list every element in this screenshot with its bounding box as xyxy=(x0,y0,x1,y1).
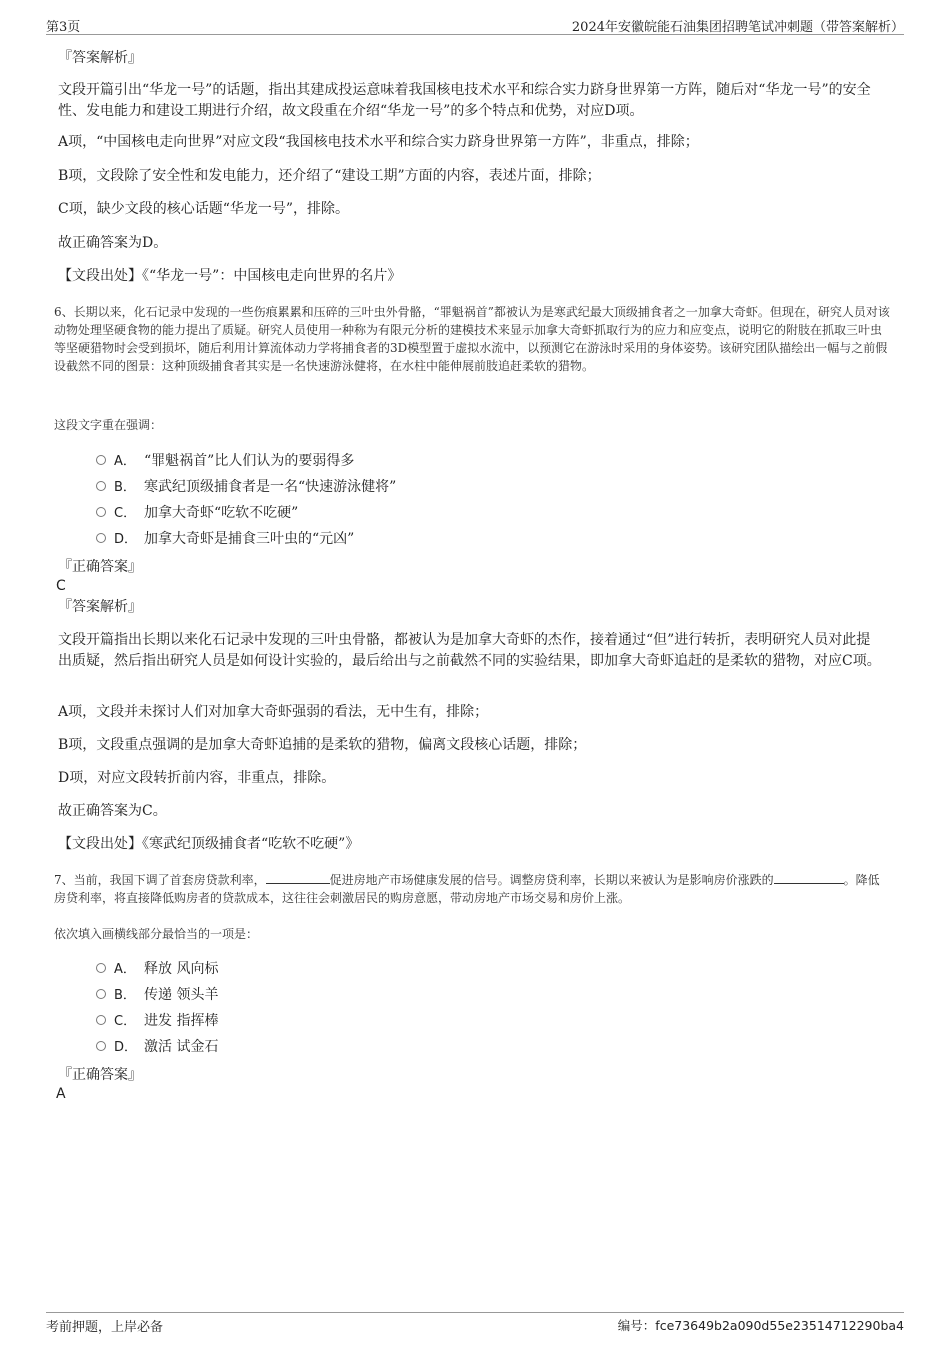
q6-option-c[interactable] xyxy=(96,503,298,523)
radio-icon[interactable] xyxy=(96,989,106,999)
q5-point-b: B项，文段除了安全性和发电能力，还介绍了“建设工期”方面的内容，表述片面，排除； xyxy=(58,168,601,184)
q6-point-a: A项，文段并未探讨人们对加拿大奇虾强弱的看法，无中生有，排除； xyxy=(58,704,489,720)
q5-conclusion: 故正确答案为D。 xyxy=(58,235,168,251)
radio-icon[interactable] xyxy=(96,533,106,543)
q6-option-a[interactable] xyxy=(96,451,354,471)
option-text: 寒武纪顶级捕食者是一名“快速游泳健将” xyxy=(144,479,397,495)
option-letter: B． xyxy=(114,988,136,1003)
page-number: 第3页 xyxy=(46,20,81,35)
option-letter: D． xyxy=(114,1040,138,1055)
radio-icon[interactable] xyxy=(96,455,106,465)
option-text: 释放 风向标 xyxy=(144,961,219,977)
q6-prompt: 这段文字重在强调： xyxy=(54,418,163,432)
q7-stem xyxy=(54,871,890,907)
q6-point-d: D项，对应文段转折前内容，非重点，排除。 xyxy=(58,770,336,786)
q7-answer-label: 『正确答案』 xyxy=(58,1067,142,1083)
option-letter: B． xyxy=(114,480,136,495)
q5-source: 【文段出处】《“华龙一号”：中国核电走向世界的名片》 xyxy=(58,268,402,284)
document-code: 编号：fce73649b2a090d55e23514712290ba4 xyxy=(617,1318,904,1333)
q5-point-a: A项，“中国核电走向世界”对应文段“我国核电技术水平和综合实力跻身世界第一方阵”，非重点，排除； xyxy=(58,134,699,150)
q7-stem-part3: 。降低房贷利率，将直接降低购房者的贷款成本，这往往会刺激居民的购房意愿，带动房地产市场交易和房价上涨。 xyxy=(54,873,880,905)
q7-answer: A xyxy=(56,1086,66,1102)
q6-answer-label: 『正确答案』 xyxy=(58,559,142,575)
q6-stem: 6、长期以来，化石记录中发现的一些伤痕累累和压碎的三叶虫外骨骼，“罪魁祸首”都被认为是寒武纪最大顶级捕食者之一加拿大奇虾。但现在，研究人员对该动物处理坚硬食物的能力提出了质疑。研究人员使用一种称为有限元分析的建模技术来显示加拿大奇虾抓取行为的应力和应变点，说明它的附肢在抓取三叶虫等坚硬猎物时会受到损坏，随后利用计算流体动力学将捕食者的3D模型置于虚拟水流中，以预测它在游泳时采用的身体姿势。该研究团队描绘出一幅与之前假设截然不同的图景：这种顶级捕食者其实是一名快速游泳健将，在水柱中能伸展前肢追赶柔软的猎物。 xyxy=(54,305,890,373)
option-text: 加拿大奇虾是捕食三叶虫的“元凶” xyxy=(144,531,355,547)
radio-icon[interactable] xyxy=(96,963,106,973)
option-letter: A． xyxy=(114,454,136,469)
q7-option-a[interactable] xyxy=(96,959,218,979)
option-text: 激活 试金石 xyxy=(144,1039,219,1055)
q7-stem-part2: 促进房地产市场健康发展的信号。调整房贷利率，长期以来被认为是影响房价涨跌的 xyxy=(329,873,774,887)
q6-conclusion: 故正确答案为C。 xyxy=(58,803,167,819)
q5-analysis-text: 文段开篇引出“华龙一号”的话题，指出其建成投运意味着我国核电技术水平和综合实力跻身世界第一方阵，随后对“华龙一号”的安全性、发电能力和建设工期进行介绍，故文段重在介绍“华龙一号”的多个特点和优势，对应D项。 xyxy=(58,82,871,119)
page-footer xyxy=(46,1312,904,1335)
q5-analysis-label: 『答案解析』 xyxy=(58,50,142,66)
q7-option-b[interactable] xyxy=(96,985,218,1005)
q6-analysis-text: 文段开篇指出长期以来化石记录中发现的三叶虫骨骼，都被认为是加拿大奇虾的杰作，接着通过“但”进行转折，表明研究人员对此提出质疑，然后指出研究人员是如何设计实验的，最后给出与之前截然不同的实验结果，即加拿大奇虾追赶的是柔软的猎物，对应C项。 xyxy=(58,632,881,669)
option-text: 进发 指挥棒 xyxy=(144,1013,219,1029)
q6-analysis-label: 『答案解析』 xyxy=(58,599,142,615)
page-header xyxy=(46,14,904,35)
radio-icon[interactable] xyxy=(96,1015,106,1025)
option-letter: A． xyxy=(114,962,136,977)
option-text: 加拿大奇虾“吃软不吃硬” xyxy=(144,505,299,521)
radio-icon[interactable] xyxy=(96,1041,106,1051)
q7-prompt: 依次填入画横线部分最恰当的一项是： xyxy=(54,927,259,941)
q6-option-b[interactable] xyxy=(96,477,396,497)
footer-slogan: 考前押题，上岸必备 xyxy=(46,1320,164,1335)
option-letter: C． xyxy=(114,506,137,521)
radio-icon[interactable] xyxy=(96,507,106,517)
q7-option-c[interactable] xyxy=(96,1011,218,1031)
q7-blank-2 xyxy=(774,871,844,884)
q7-stem-part1: 7、当前，我国下调了首套房贷款利率， xyxy=(54,873,266,887)
option-letter: D． xyxy=(114,532,138,547)
option-text: “罪魁祸首”比人们认为的要弱得多 xyxy=(144,453,355,469)
q6-option-d[interactable] xyxy=(96,529,354,549)
q6-answer: C xyxy=(56,578,66,594)
q6-point-b: B项，文段重点强调的是加拿大奇虾追捕的是柔软的猎物，偏离文段核心话题，排除； xyxy=(58,737,587,753)
radio-icon[interactable] xyxy=(96,481,106,491)
q7-blank-1 xyxy=(266,871,330,884)
option-text: 传递 领头羊 xyxy=(144,987,219,1003)
option-letter: C． xyxy=(114,1014,137,1029)
q7-option-d[interactable] xyxy=(96,1037,218,1057)
q6-source: 【文段出处】《寒武纪顶级捕食者“吃软不吃硬”》 xyxy=(58,836,360,852)
document-title: 2024年安徽皖能石油集团招聘笔试冲刺题（带答案解析） xyxy=(571,20,904,35)
q5-point-c: C项，缺少文段的核心话题“华龙一号”，排除。 xyxy=(58,201,350,217)
